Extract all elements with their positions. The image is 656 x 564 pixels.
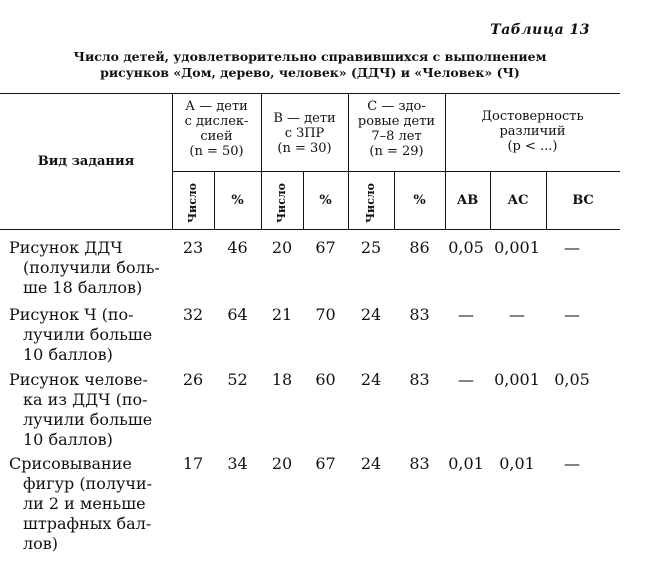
cell-a-count: 17 [182, 454, 204, 473]
caption-line-2: рисунков «Дом, дерево, человек» (ДДЧ) и «Человек» (Ч) [100, 65, 520, 80]
cell-bc: 0,05 [554, 370, 590, 389]
table-caption [0, 49, 620, 81]
header-significance [445, 109, 620, 154]
table-header [0, 93, 620, 230]
row-label-line: ше 18 баллов) [23, 278, 143, 297]
row-label-line: 10 баллов) [23, 430, 113, 449]
cell-b-count: 21 [271, 305, 293, 324]
cell-c-count: 24 [360, 454, 382, 473]
group-c-line: 7–8 лет [371, 129, 422, 144]
subheader-bc: ВС [572, 193, 594, 208]
row-label-line: ка из ДДЧ (по- [23, 390, 148, 409]
subheader-ac: АС [507, 193, 529, 208]
header-task: Вид задания [37, 154, 135, 169]
row-label-line: Срисовывание [9, 454, 132, 473]
header-top-rule [0, 93, 620, 94]
group-a-line: А — дети [185, 99, 248, 114]
cell-bc: — [564, 454, 580, 473]
header-group-b [261, 111, 348, 156]
group-a-line: с дислек- [184, 114, 249, 129]
header-bottom-rule [0, 229, 620, 230]
cell-bc: — [564, 238, 580, 257]
row-label-line: ли 2 и меньше [23, 494, 146, 513]
cell-c-count: 25 [360, 238, 382, 257]
group-c-line: С — здо- [367, 99, 426, 114]
row-label-line: лучили больше [23, 325, 153, 344]
row-label-line: (получили боль- [23, 258, 160, 277]
row-label [9, 370, 174, 450]
cell-bc: — [564, 305, 580, 324]
row-label-line: Рисунок ДДЧ [9, 238, 123, 257]
cell-b-count: 20 [271, 238, 293, 257]
cell-b-percent: 67 [315, 454, 336, 473]
table-number: Таблица 13 [490, 22, 590, 38]
cell-ac: 0,01 [499, 454, 535, 473]
header-group-c [348, 99, 445, 159]
cell-ac: 0,001 [494, 370, 540, 389]
caption-line-1: Число детей, удовлетворительно справившихся с выполнением [73, 49, 547, 64]
cell-a-percent: 46 [227, 238, 248, 257]
cell-b-percent: 60 [315, 370, 336, 389]
cell-b-percent: 67 [315, 238, 336, 257]
cell-c-percent: 83 [409, 454, 430, 473]
row-label [9, 305, 174, 365]
cell-ab: 0,01 [448, 454, 484, 473]
subheader-count-a: Число [186, 183, 199, 223]
cell-ab: — [458, 370, 474, 389]
row-label-line: Рисунок челове- [9, 370, 148, 389]
cell-c-percent: 83 [409, 370, 430, 389]
subheader-count-b: Число [275, 183, 288, 223]
cell-b-count: 18 [271, 370, 293, 389]
cell-c-percent: 83 [409, 305, 430, 324]
row-label-line: штрафных бал- [23, 514, 152, 533]
header-mid-rule-sig [447, 171, 620, 172]
group-c-line: (n = 29) [369, 144, 424, 159]
significance-line: Достоверность [481, 109, 584, 124]
cell-a-percent: 64 [227, 305, 248, 324]
cell-a-percent: 34 [227, 454, 248, 473]
cell-a-count: 32 [182, 305, 204, 324]
cell-ac: 0,001 [494, 238, 540, 257]
subheader-ab: АВ [456, 193, 479, 208]
cell-c-percent: 86 [409, 238, 430, 257]
cell-a-percent: 52 [227, 370, 248, 389]
group-c-line: ровые дети [357, 114, 436, 129]
cell-ab: — [458, 305, 474, 324]
subheader-count-c: Число [364, 183, 377, 223]
row-label [9, 454, 174, 554]
significance-line: (p < ...) [507, 139, 558, 154]
cell-b-percent: 70 [315, 305, 336, 324]
cell-a-count: 23 [182, 238, 204, 257]
group-a-line: (n = 50) [189, 144, 244, 159]
cell-c-count: 24 [360, 305, 382, 324]
cell-ab: 0,05 [448, 238, 484, 257]
row-label-line: лучили больше [23, 410, 153, 429]
subheader-percent-a: % [231, 193, 244, 208]
significance-line: различий [499, 124, 566, 139]
cell-ac: — [509, 305, 525, 324]
row-label-line: 10 баллов) [23, 345, 113, 364]
subheader-percent-c: % [413, 193, 426, 208]
cell-a-count: 26 [182, 370, 204, 389]
group-b-line: (n = 30) [277, 141, 332, 156]
cell-b-count: 20 [271, 454, 293, 473]
cell-c-count: 24 [360, 370, 382, 389]
row-label-line: Рисунок Ч (по- [9, 305, 134, 324]
header-group-a [172, 99, 261, 159]
group-b-line: В — дети [273, 111, 336, 126]
row-label-line: лов) [23, 534, 59, 553]
group-a-line: сией [200, 129, 233, 144]
group-b-line: с ЗПР [284, 126, 325, 141]
row-label-line: фигур (получи- [23, 474, 153, 493]
row-label [9, 238, 174, 298]
subheader-percent-b: % [319, 193, 332, 208]
